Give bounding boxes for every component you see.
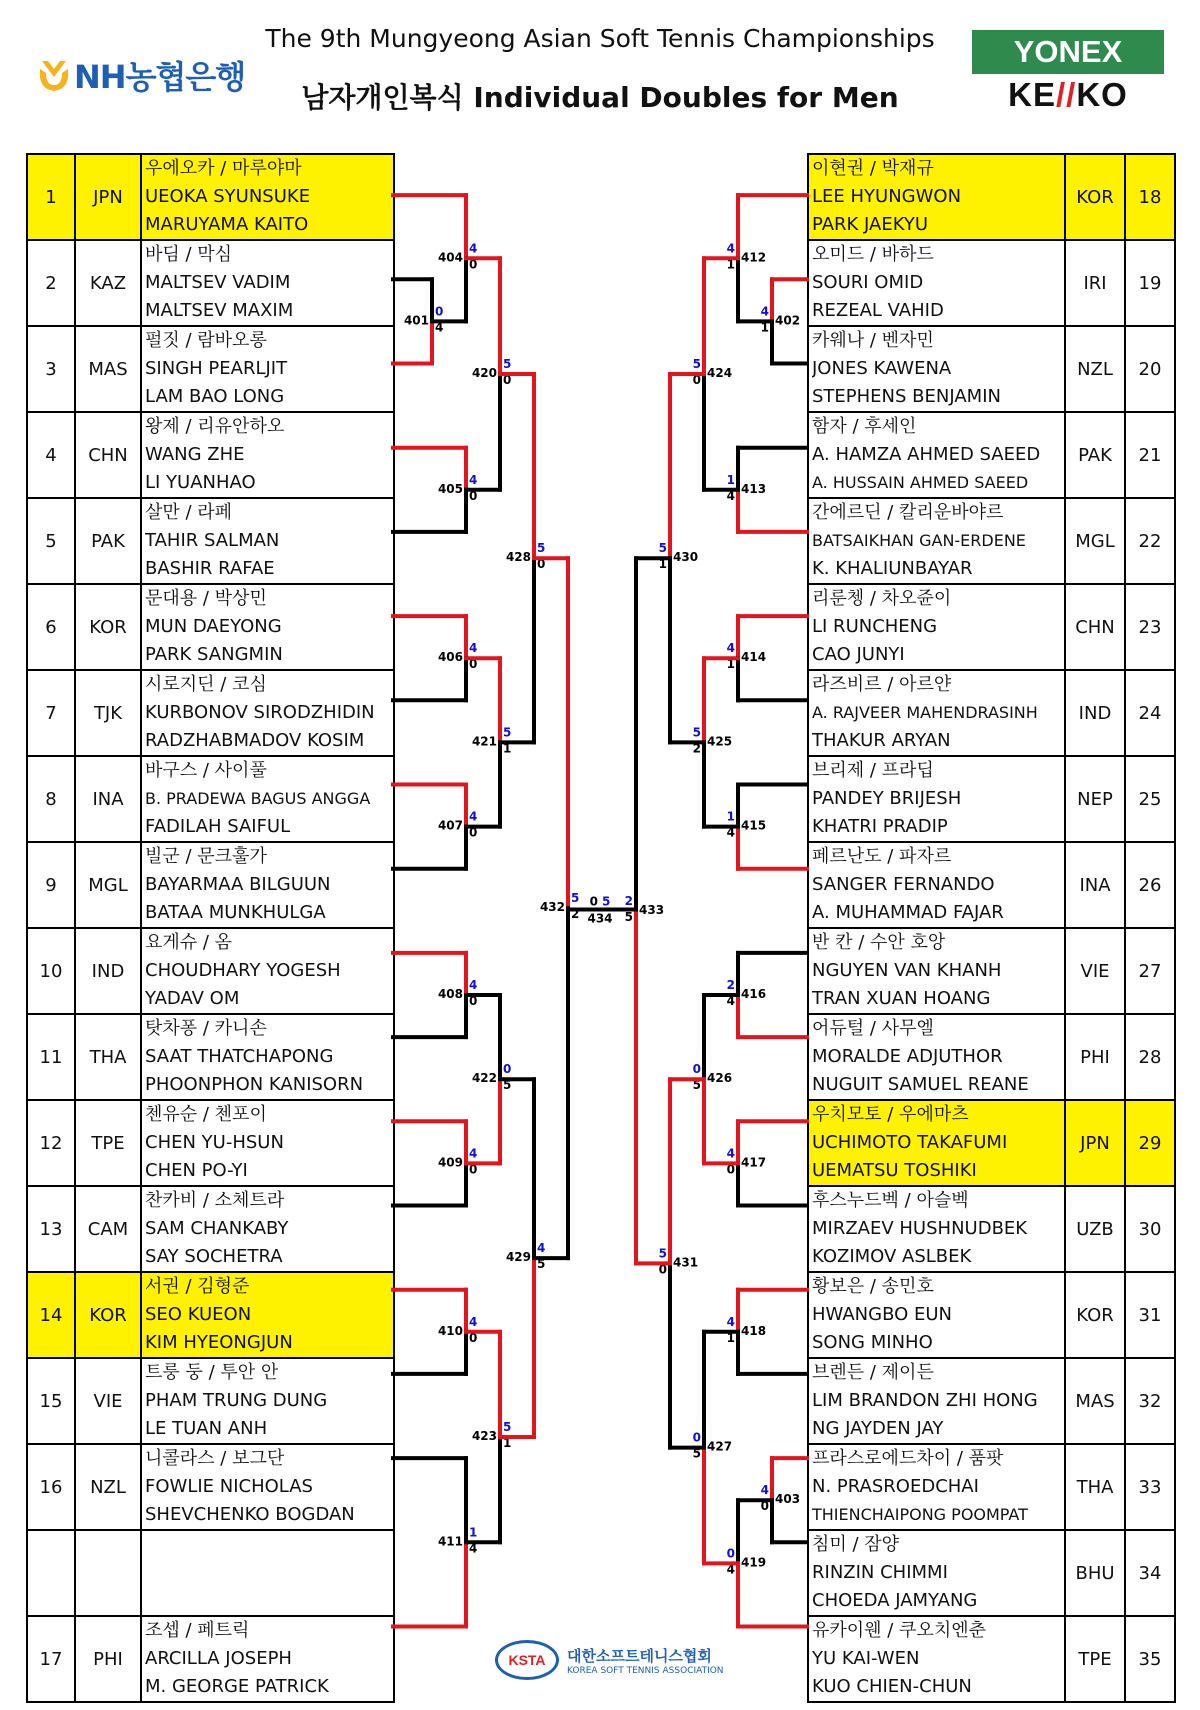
player-names-ko: 어듀털 / 사무엘: [812, 1018, 934, 1039]
draw-number: 28: [1125, 1014, 1175, 1100]
player-2-name: THAKUR ARYAN: [812, 730, 951, 751]
draw-number: 16: [27, 1444, 75, 1530]
draw-number: 33: [1125, 1444, 1175, 1530]
score-412-bottom: 1: [726, 257, 735, 272]
player-2-name: REZEAL VAHID: [812, 300, 944, 321]
player-1-name: WANG ZHE: [145, 444, 245, 465]
kenko-wordmark-a: KE: [1008, 76, 1056, 113]
score-414-bottom: 1: [726, 657, 735, 672]
score-408-bottom: 0: [469, 994, 478, 1008]
player-1-name: MIRZAEV HUSHNUDBEK: [812, 1218, 1028, 1239]
player-2-name: M. GEORGE PATRICK: [145, 1676, 329, 1697]
score-433-bottom: 5: [624, 909, 633, 924]
score-409-top: 4: [469, 1146, 478, 1161]
match-id-404: 404: [437, 250, 463, 265]
player-2-name: CHOEDA JAMYANG: [812, 1590, 978, 1611]
nation-code: UZB: [1065, 1186, 1125, 1272]
player-1-name: PANDEY BRIJESH: [812, 788, 962, 809]
ksta-footer-logo: [495, 1640, 724, 1680]
player-1-name: A. HAMZA AHMED SAEED: [812, 444, 1041, 465]
player-1-name: JONES KAWENA: [812, 358, 952, 379]
player-1-name: SAAT THATCHAPONG: [145, 1046, 334, 1067]
nation-code: CHN: [75, 412, 141, 498]
player-1-name: RINZIN CHIMMI: [812, 1562, 948, 1583]
player-1-name: SEO KUEON: [145, 1304, 252, 1325]
player-1-name: HWANGBO EUN: [812, 1304, 953, 1325]
match-id-413: 413: [741, 481, 767, 496]
score-411-top: 1: [469, 1525, 478, 1540]
score-403-bottom: 0: [760, 1499, 769, 1514]
player-names-ko: 프라스로에드차이 / 품팟: [812, 1448, 1004, 1469]
nation-code: KOR: [1065, 154, 1125, 240]
nation-code: MAS: [75, 326, 141, 412]
draw-number: 13: [27, 1186, 75, 1272]
draw-number: 15: [27, 1358, 75, 1444]
draw-number: 21: [1125, 412, 1175, 498]
nation-code: KAZ: [75, 240, 141, 326]
score-423-bottom: 1: [503, 1436, 512, 1451]
score-404-top: 4: [469, 241, 478, 256]
score-401-bottom: 4: [435, 320, 444, 335]
draw-number: 2: [27, 240, 75, 326]
player-1-name: A. RAJVEER MAHENDRASINH: [812, 703, 1038, 722]
score-411-bottom: 4: [469, 1541, 478, 1556]
player-2-name: RADZHABMADOV KOSIM: [145, 730, 365, 751]
nation-code: PHI: [75, 1616, 141, 1702]
nation-code: KOR: [75, 1272, 141, 1358]
score-403-top: 4: [760, 1483, 769, 1498]
player-2-name: MARUYAMA KAITO: [145, 214, 309, 235]
player-1-name: UCHIMOTO TAKAFUMI: [812, 1132, 1008, 1153]
match-id-414: 414: [741, 650, 767, 665]
score-412-top: 4: [726, 241, 735, 256]
player-2-name: KHATRI PRADIP: [812, 816, 948, 837]
player-2-name: UEMATSU TOSHIKI: [812, 1160, 977, 1181]
ksta-name-en: KOREA SOFT TENNIS ASSOCIATION: [567, 1665, 724, 1676]
final-score-left: 0: [589, 894, 598, 909]
match-id-412: 412: [741, 250, 767, 265]
score-418-bottom: 1: [726, 1330, 735, 1345]
score-417-top: 4: [726, 1146, 735, 1161]
nation-code: JPN: [1065, 1100, 1125, 1186]
player-names-ko: 문대용 / 박상민: [145, 588, 267, 609]
draw-number: 24: [1125, 670, 1175, 756]
match-id-429: 429: [505, 1250, 531, 1265]
player-names-ko: 페르난도 / 파자르: [812, 846, 952, 867]
draw-number: 10: [27, 928, 75, 1014]
score-423-top: 5: [503, 1420, 512, 1435]
player-names-ko: 트룽 둥 / 투안 안: [145, 1362, 279, 1383]
score-420-top: 5: [503, 357, 512, 372]
score-419-bottom: 4: [726, 1562, 735, 1577]
player-1-name: BATSAIKHAN GAN-ERDENE: [812, 531, 1026, 550]
match-id-421: 421: [471, 734, 497, 749]
draw-number: 26: [1125, 842, 1175, 928]
player-names-ko: 펄짓 / 람바오롱: [145, 330, 267, 351]
nation-code: PAK: [1065, 412, 1125, 498]
player-1-name: MORALDE ADJUTHOR: [812, 1046, 1003, 1067]
player-2-name: BATAA MUNKHULGA: [145, 902, 326, 923]
draw-number: 23: [1125, 584, 1175, 670]
score-421-top: 5: [503, 725, 512, 740]
player-2-name: PARK SANGMIN: [145, 644, 283, 665]
player-names-ko: 카웨나 / 벤자민: [812, 330, 934, 351]
player-1-name: YU KAI-WEN: [812, 1648, 920, 1669]
player-names-ko: 반 칸 / 수안 호앙: [812, 932, 946, 953]
nation-code: MGL: [1065, 498, 1125, 584]
match-id-425: 425: [707, 734, 733, 749]
player-1-name: B. PRADEWA BAGUS ANGGA: [145, 789, 371, 808]
player-2-name: YADAV OM: [145, 988, 240, 1009]
score-418-top: 4: [726, 1314, 735, 1329]
player-2-name: KIM HYEONGJUN: [145, 1332, 293, 1353]
nation-code: PHI: [1065, 1014, 1125, 1100]
score-407-top: 4: [469, 809, 478, 824]
draw-number: 19: [1125, 240, 1175, 326]
nation-code: KOR: [1065, 1272, 1125, 1358]
score-429-bottom: 5: [537, 1257, 546, 1272]
final-score-right: 5: [602, 894, 611, 909]
match-id-424: 424: [707, 366, 733, 381]
score-419-top: 0: [726, 1546, 735, 1561]
match-id-411: 411: [437, 1534, 463, 1549]
player-2-name: A. MUHAMMAD FAJAR: [812, 902, 1004, 923]
player-2-name: NUGUIT SAMUEL REANE: [812, 1074, 1029, 1095]
nation-code: VIE: [75, 1358, 141, 1444]
player-2-name: LI YUANHAO: [145, 472, 256, 493]
player-1-name: CHOUDHARY YOGESH: [145, 960, 341, 981]
player-1-name: SOURI OMID: [812, 272, 924, 293]
draw-number: 1: [27, 154, 75, 240]
draw-number: 32: [1125, 1358, 1175, 1444]
player-1-name: SAM CHANKABY: [145, 1218, 289, 1239]
ksta-name-ko: 대한소프트테니스협회: [567, 1646, 712, 1665]
match-id-416: 416: [741, 987, 767, 1001]
player-2-name: BASHIR RAFAE: [145, 558, 275, 579]
match-id-419: 419: [741, 1555, 767, 1570]
score-402-top: 4: [760, 304, 769, 319]
player-names-ko: 리룬쳉 / 차오쥰이: [812, 588, 952, 609]
match-id-408: 408: [437, 987, 463, 1001]
draw-number: 8: [27, 756, 75, 842]
nation-code: BHU: [1065, 1530, 1125, 1616]
player-names-ko: 침미 / 잠양: [812, 1534, 900, 1555]
score-431-top: 5: [658, 1246, 667, 1261]
player-names-ko: 브리제 / 프라딥: [812, 760, 934, 781]
match-id-403: 403: [775, 1492, 801, 1507]
player-names-ko: 살만 / 라페: [145, 502, 233, 523]
player-2-name: PHOONPHON KANISORN: [145, 1074, 364, 1095]
score-413-top: 1: [726, 472, 735, 487]
score-408-top: 4: [469, 978, 478, 992]
player-1-name: KURBONOV SIRODZHIDIN: [145, 702, 375, 723]
nation-code: CAM: [75, 1186, 141, 1272]
player-names-ko: 탓차퐁 / 카니손: [145, 1018, 267, 1039]
player-names-ko: 시로지딘 / 코심: [145, 674, 267, 695]
player-1-name: CHEN YU-HSUN: [145, 1132, 284, 1153]
score-422-bottom: 5: [503, 1078, 512, 1093]
score-422-top: 0: [503, 1062, 512, 1077]
player-names-ko: 니콜라스 / 보그단: [145, 1448, 285, 1469]
player-2-name: SONG MINHO: [812, 1332, 933, 1353]
nation-code: NZL: [1065, 326, 1125, 412]
draw-number: 22: [1125, 498, 1175, 584]
match-id-432: 432: [539, 900, 565, 915]
kenko-slash-icon: //: [1056, 76, 1077, 113]
score-402-bottom: 1: [760, 320, 769, 335]
score-428-bottom: 0: [537, 557, 546, 572]
match-id-422: 422: [471, 1071, 497, 1086]
draw-number: 18: [1125, 154, 1175, 240]
nation-code: TPE: [75, 1100, 141, 1186]
player-2-name: TRAN XUAN HOANG: [812, 988, 991, 1009]
player-2-name: SHEVCHENKO BOGDAN: [145, 1504, 355, 1525]
nation-code: INA: [1065, 842, 1125, 928]
match-id-410: 410: [437, 1323, 463, 1338]
draw-number: 14: [27, 1272, 75, 1358]
draw-number: 31: [1125, 1272, 1175, 1358]
match-id-428: 428: [505, 550, 531, 565]
score-410-bottom: 0: [469, 1330, 478, 1345]
draw-number: 7: [27, 670, 75, 756]
event-subtitle: 남자개인복식 Individual Doubles for Men: [301, 81, 899, 114]
tournament-title: The 9th Mungyeong Asian Soft Tennis Championships: [265, 24, 935, 53]
player-names-ko: 빌군 / 문크훌가: [145, 846, 267, 867]
nation-code: IRI: [1065, 240, 1125, 326]
score-414-top: 4: [726, 641, 735, 656]
player-1-name: FOWLIE NICHOLAS: [145, 1476, 313, 1497]
score-421-bottom: 1: [503, 741, 512, 756]
nation-code: IND: [75, 928, 141, 1014]
player-names-ko: 조셉 / 페트릭: [145, 1620, 250, 1641]
draw-number: 17: [27, 1616, 75, 1702]
draw-number: 12: [27, 1100, 75, 1186]
nation-code: THA: [75, 1014, 141, 1100]
score-413-bottom: 4: [726, 488, 735, 503]
score-428-top: 5: [537, 541, 546, 556]
ksta-emblem-icon: KSTA: [495, 1640, 559, 1680]
draw-number: 27: [1125, 928, 1175, 1014]
score-432-top: 5: [571, 891, 580, 906]
nation-code: THA: [1065, 1444, 1125, 1530]
score-430-top: 5: [658, 541, 667, 556]
match-id-417: 417: [741, 1155, 767, 1170]
player-names-ko: 오미드 / 바하드: [812, 244, 934, 265]
player-1-name: MALTSEV VADIM: [145, 272, 291, 293]
player-names-ko: 찬카비 / 소체트라: [145, 1190, 285, 1211]
player-names-ko: 바구스 / 사이풀: [145, 760, 267, 781]
draw-number: 20: [1125, 326, 1175, 412]
match-id-405: 405: [437, 481, 463, 496]
score-431-bottom: 0: [658, 1262, 667, 1277]
match-id-420: 420: [471, 366, 497, 381]
draw-number: 6: [27, 584, 75, 670]
player-names-ko: 간에르딘 / 칼리운바야르: [812, 502, 1004, 523]
draw-number: 29: [1125, 1100, 1175, 1186]
score-426-bottom: 5: [692, 1078, 701, 1093]
final-match-id: 434: [587, 911, 613, 926]
player-names-ko: 요게슈 / 옴: [145, 932, 233, 953]
player-2-name: K. KHALIUNBAYAR: [812, 558, 973, 579]
nation-code: KOR: [75, 584, 141, 670]
match-id-409: 409: [437, 1155, 463, 1170]
match-id-418: 418: [741, 1323, 767, 1338]
player-1-name: BAYARMAA BILGUUN: [145, 874, 331, 895]
match-id-431: 431: [673, 1255, 699, 1270]
nation-code: CHN: [1065, 584, 1125, 670]
player-2-name: NG JAYDEN JAY: [812, 1418, 944, 1439]
score-427-bottom: 5: [692, 1446, 701, 1461]
player-names-ko: 황보은 / 송민호: [812, 1276, 934, 1297]
nation-code: NZL: [75, 1444, 141, 1530]
player-2-name: FADILAH SAIFUL: [145, 816, 291, 837]
nation-code: TPE: [1065, 1616, 1125, 1702]
score-417-bottom: 0: [726, 1162, 735, 1177]
nation-code: TJK: [75, 670, 141, 756]
player-1-name: LI RUNCHENG: [812, 616, 938, 637]
match-id-426: 426: [707, 1071, 733, 1086]
player-names-ko: 이현권 / 박재규: [812, 158, 934, 179]
player-names-ko: 우치모토 / 우에마츠: [812, 1104, 969, 1125]
nation-code: VIE: [1065, 928, 1125, 1014]
player-names-ko: 후스누드벡 / 아슬벡: [812, 1190, 969, 1211]
player-2-name: A. HUSSAIN AHMED SAEED: [812, 473, 1029, 492]
match-id-402: 402: [775, 313, 801, 328]
score-415-bottom: 4: [726, 825, 735, 840]
score-429-top: 4: [537, 1241, 546, 1256]
score-424-top: 5: [692, 357, 701, 372]
draw-number: 5: [27, 498, 75, 584]
score-404-bottom: 0: [469, 257, 478, 272]
draw-number: 11: [27, 1014, 75, 1100]
player-names-ko: 왕제 / 리유안하오: [145, 416, 285, 437]
draw-number: 3: [27, 326, 75, 412]
player-2-name: CAO JUNYI: [812, 644, 905, 665]
player-1-name: TAHIR SALMAN: [145, 530, 280, 551]
draw-number: 34: [1125, 1530, 1175, 1616]
kenko-wordmark-b: KO: [1076, 76, 1128, 113]
score-409-bottom: 0: [469, 1162, 478, 1177]
nation-code: MAS: [1065, 1358, 1125, 1444]
player-names-ko: 유카이웬 / 쿠오치엔춘: [812, 1620, 986, 1641]
score-427-top: 0: [692, 1430, 701, 1445]
player-1-name: UEOKA SYUNSUKE: [145, 186, 311, 207]
score-405-top: 4: [469, 472, 478, 487]
player-names-ko: 서권 / 김형준: [145, 1276, 250, 1297]
player-1-name: LIM BRANDON ZHI HONG: [812, 1390, 1038, 1411]
player-names-ko: 첸유순 / 첸포이: [145, 1104, 267, 1125]
nation-code: NEP: [1065, 756, 1125, 842]
match-id-415: 415: [741, 818, 767, 833]
score-416-top: 2: [726, 978, 735, 992]
player-2-name: LAM BAO LONG: [145, 386, 285, 407]
yonex-wordmark: YONEX: [1013, 34, 1123, 69]
player-2-name: KUO CHIEN-CHUN: [812, 1676, 972, 1697]
score-406-bottom: 0: [469, 657, 478, 672]
match-id-406: 406: [437, 650, 463, 665]
score-416-bottom: 4: [726, 994, 735, 1008]
score-426-top: 0: [692, 1062, 701, 1077]
player-2-name: CHEN PO-YI: [145, 1160, 248, 1181]
draw-number: 25: [1125, 756, 1175, 842]
player-1-name: MUN DAEYONG: [145, 616, 282, 637]
player-2-name: MALTSEV MAXIM: [145, 300, 294, 321]
player-names-ko: 브렌든 / 제이든: [812, 1362, 934, 1383]
match-id-407: 407: [437, 818, 463, 833]
player-1-name: ARCILLA JOSEPH: [145, 1648, 292, 1669]
nation-code: JPN: [75, 154, 141, 240]
score-415-top: 1: [726, 809, 735, 824]
score-420-bottom: 0: [503, 373, 512, 388]
player-1-name: SANGER FERNANDO: [812, 874, 995, 895]
player-1-name: PHAM TRUNG DUNG: [145, 1390, 328, 1411]
player-1-name: NGUYEN VAN KHANH: [812, 960, 1002, 981]
player-2-name: THIENCHAIPONG POOMPAT: [812, 1505, 1028, 1524]
player-2-name: KOZIMOV ASLBEK: [812, 1246, 972, 1267]
nation-code: PAK: [75, 498, 141, 584]
score-433-top: 2: [624, 893, 633, 908]
draw-number: 4: [27, 412, 75, 498]
score-407-bottom: 0: [469, 825, 478, 840]
score-406-top: 4: [469, 641, 478, 656]
draw-number: 35: [1125, 1616, 1175, 1702]
player-1-name: SINGH PEARLJIT: [145, 358, 288, 379]
player-2-name: PARK JAEKYU: [812, 214, 929, 235]
player-names-ko: 함자 / 후세인: [812, 416, 917, 437]
match-id-423: 423: [471, 1429, 497, 1444]
match-id-433: 433: [639, 902, 665, 917]
score-401-top: 0: [435, 304, 444, 319]
nation-code: IND: [1065, 670, 1125, 756]
player-names-ko: 바딤 / 막심: [145, 244, 233, 265]
score-425-bottom: 2: [692, 741, 701, 756]
player-2-name: STEPHENS BENJAMIN: [812, 386, 1001, 407]
player-names-ko: 라즈비르 / 아르얀: [812, 674, 952, 695]
score-405-bottom: 0: [469, 488, 478, 503]
draw-number: 9: [27, 842, 75, 928]
score-410-top: 4: [469, 1314, 478, 1329]
score-425-top: 5: [692, 725, 701, 740]
score-424-bottom: 0: [692, 373, 701, 388]
match-id-427: 427: [707, 1439, 733, 1454]
score-432-bottom: 2: [571, 907, 580, 922]
match-id-401: 401: [403, 313, 429, 328]
player-1-name: LEE HYUNGWON: [812, 186, 962, 207]
player-2-name: LE TUAN ANH: [145, 1418, 268, 1439]
match-id-430: 430: [673, 550, 699, 565]
player-2-name: SAY SOCHETRA: [145, 1246, 283, 1267]
player-1-name: N. PRASROEDCHAI: [812, 1476, 979, 1497]
nh-bank-wordmark: NH농협은행: [74, 58, 246, 96]
draw-number: 30: [1125, 1186, 1175, 1272]
score-430-bottom: 1: [658, 557, 667, 572]
nation-code: INA: [75, 756, 141, 842]
player-names-ko: 우에오카 / 마루야마: [145, 158, 302, 179]
nation-code: MGL: [75, 842, 141, 928]
